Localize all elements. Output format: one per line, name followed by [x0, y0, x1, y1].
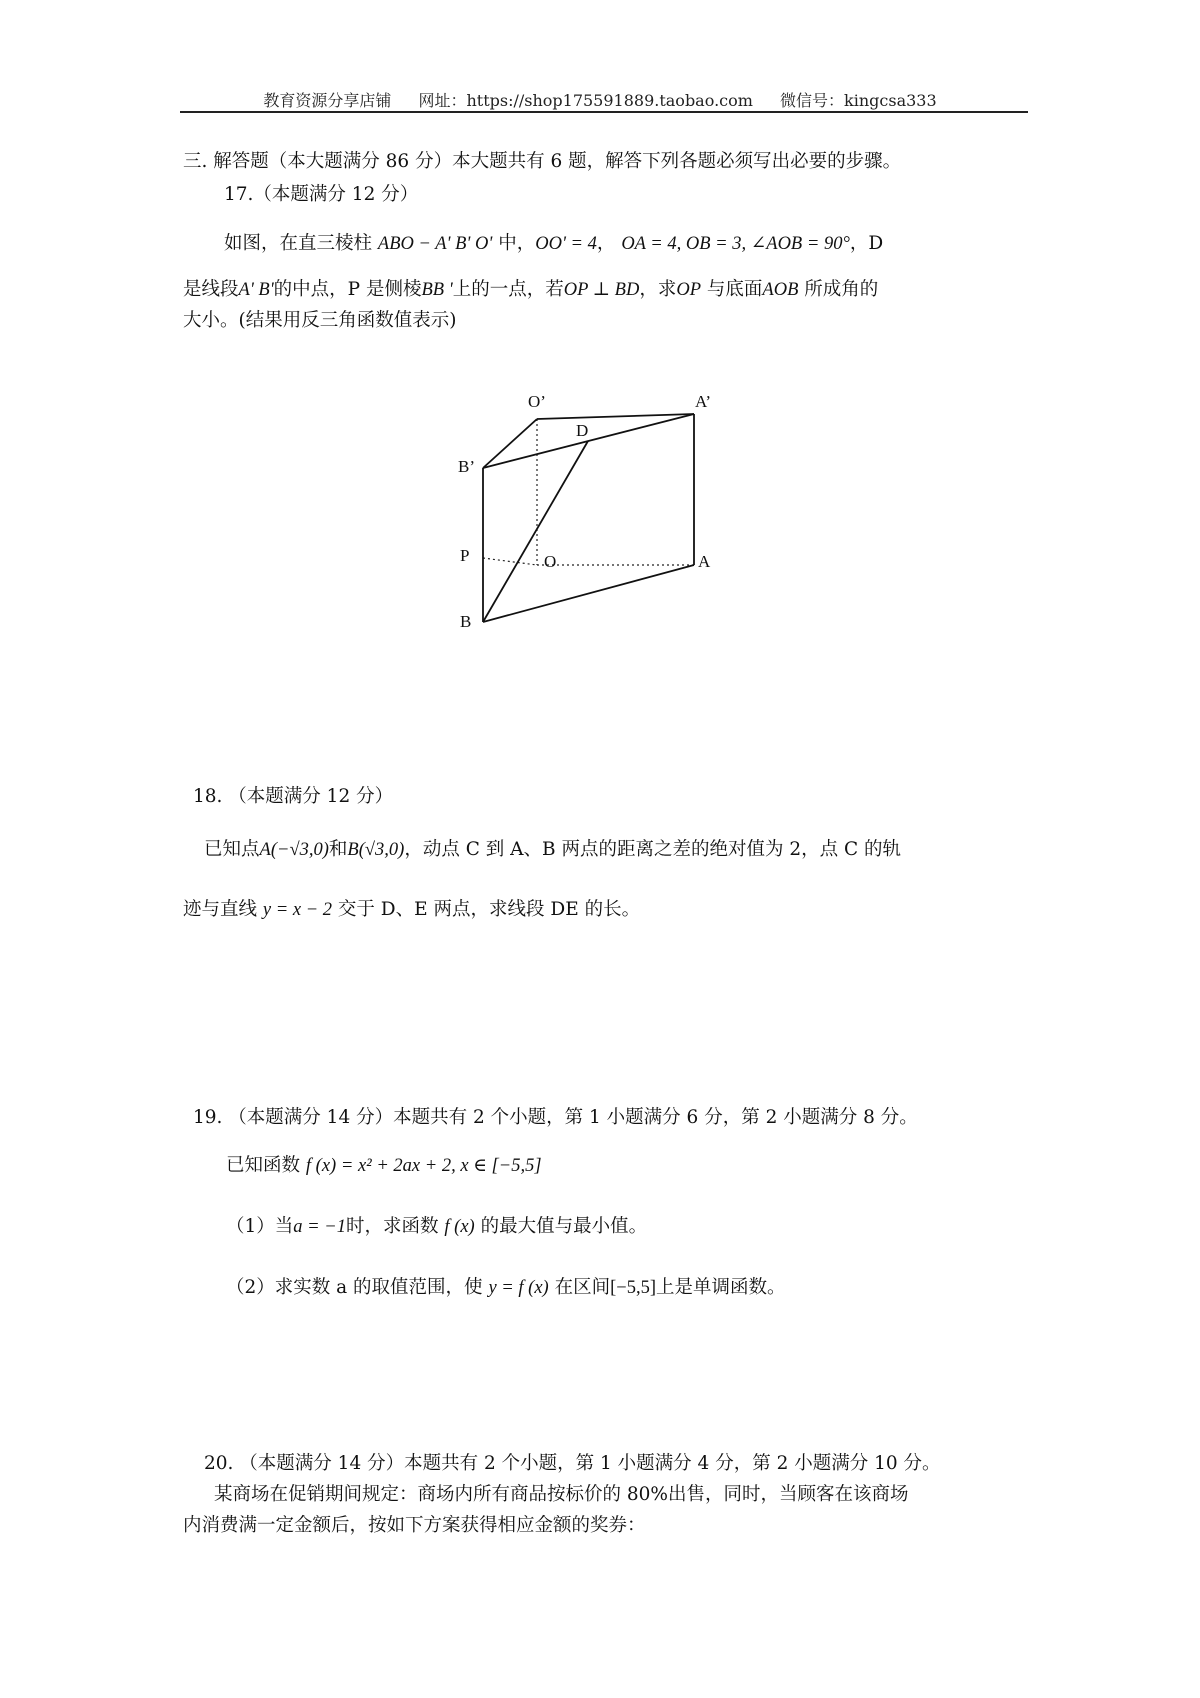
q17-l2-a: 是线段 [183, 279, 239, 300]
header-wechat: 微信号：kingcsa333 [780, 91, 937, 110]
q17-l2-math1: A' B' [238, 280, 274, 300]
q19-l1-a: 已知函数 [226, 1155, 301, 1176]
q18-l2-a: 迹与直线 [183, 899, 258, 920]
q18-title: 18. （本题满分 12 分） [193, 786, 394, 807]
q17-l1-math1: ABO − A' B' O' [377, 234, 493, 254]
page-header [0, 88, 1200, 111]
q17-l2-math4: OP [676, 280, 702, 300]
q18-l1-math1: A(−√3,0) [259, 840, 329, 860]
q17-l2-b: 的中点，P 是侧棱 [273, 279, 422, 300]
q20-line1: 某商场在促销期间规定：商场内所有商品按标价的 80%出售，同时，当顾客在该商场 [214, 1484, 909, 1505]
q19-p2-math1: y = f (x) [488, 1278, 549, 1298]
edge-O1-A1 [537, 414, 694, 419]
q17-l2-e: 与底面 [701, 279, 763, 300]
label-D: D [576, 421, 589, 440]
q17-l1-d: ，D [849, 233, 884, 254]
label-O: O [544, 552, 557, 571]
q17-l2-d: ，求 [639, 279, 677, 300]
q17-l1-math3: OA = 4, OB = 3, ∠AOB = 90° [621, 234, 850, 254]
q19-p1-c: 的最大值与最小值。 [480, 1216, 648, 1237]
q18-l2-b: 交于 D、E 两点，求线段 DE 的长。 [332, 899, 641, 920]
q17-l2-math3: OP ⊥ BD [563, 280, 640, 300]
q19-part1 [226, 1213, 647, 1241]
q18-line1 [204, 836, 901, 864]
q17-l2-math5: AOB [762, 280, 799, 300]
q19-l1-math1: f (x) = x² + 2ax + 2, x ∈ [−5,5] [305, 1156, 542, 1176]
label-A1: A’ [695, 392, 712, 411]
edge-P-O [483, 558, 537, 565]
q19-p2-a: （2）求实数 a 的取值范围，使 [226, 1277, 483, 1298]
prism-figure [440, 380, 760, 640]
q17-line3: 大小。(结果用反三角函数值表示) [183, 310, 457, 331]
q20-title: 20. （本题满分 14 分）本题共有 2 个小题，第 1 小题满分 4 分，第 2 小题满分 10 分。 [204, 1453, 941, 1474]
q19-p1-math1: a = −1 [293, 1217, 346, 1237]
q17-l1-math2: OO' = 4 [535, 234, 597, 254]
q18-l1-c: ，动点 C 到 A、B 两点的距离之差的绝对值为 2，点 C 的轨 [404, 839, 902, 860]
section-title: 三. 解答题（本大题满分 86 分）本大题共有 6 题，解答下列各题必须写出必要的步骤。 [183, 151, 902, 172]
q19-title: 19. （本题满分 14 分）本题共有 2 个小题，第 1 小题满分 6 分，第 2 小题满分 8 分。 [193, 1107, 918, 1128]
label-B: B [460, 612, 472, 631]
q17-line1 [224, 230, 883, 258]
q18-l2-math1: y = x − 2 [262, 900, 333, 920]
q18-l1-a: 已知点 [204, 839, 260, 860]
label-A: A [698, 552, 711, 571]
q17-line2 [183, 276, 878, 304]
q20-line2: 内消费满一定金额后，按如下方案获得相应金额的奖券： [183, 1515, 646, 1536]
q19-p1-a: （1）当 [226, 1216, 294, 1237]
q19-line1 [226, 1152, 542, 1180]
header-url: 网址：https://shop175591889.taobao.com [418, 91, 753, 110]
q18-line2 [183, 896, 640, 924]
q17-l2-math2: BB ' [421, 280, 453, 300]
q19-part2 [226, 1274, 786, 1302]
q17-title: 17.（本题满分 12 分） [224, 184, 419, 205]
q19-p1-math2: f (x) [444, 1217, 475, 1237]
header-rule [180, 111, 1028, 113]
q18-l1-math2: B(√3,0) [347, 840, 405, 860]
q19-p2-math2: [−5,5] [610, 1278, 656, 1298]
q17-l1-c: ， [596, 233, 616, 254]
segment-B-D [483, 441, 588, 622]
q17-l1-b: 中， [492, 233, 536, 254]
q19-p2-b: 在区间 [554, 1277, 611, 1298]
edge-B-A [483, 565, 694, 622]
q18-l1-b: 和 [328, 839, 348, 860]
q17-l1-a: 如图，在直三棱柱 [224, 233, 378, 254]
edge-B1-A1 [483, 414, 694, 468]
label-P: P [460, 546, 470, 565]
q19-p2-c: 上是单调函数。 [656, 1277, 786, 1298]
label-B1: B’ [458, 457, 475, 476]
q17-l2-f: 所成角的 [798, 279, 879, 300]
header-shop: 教育资源分享店铺 [263, 91, 392, 110]
label-O1: O’ [528, 392, 546, 411]
q19-p1-b: 时，求函数 [346, 1216, 439, 1237]
q17-l2-c: 上的一点，若 [452, 279, 564, 300]
